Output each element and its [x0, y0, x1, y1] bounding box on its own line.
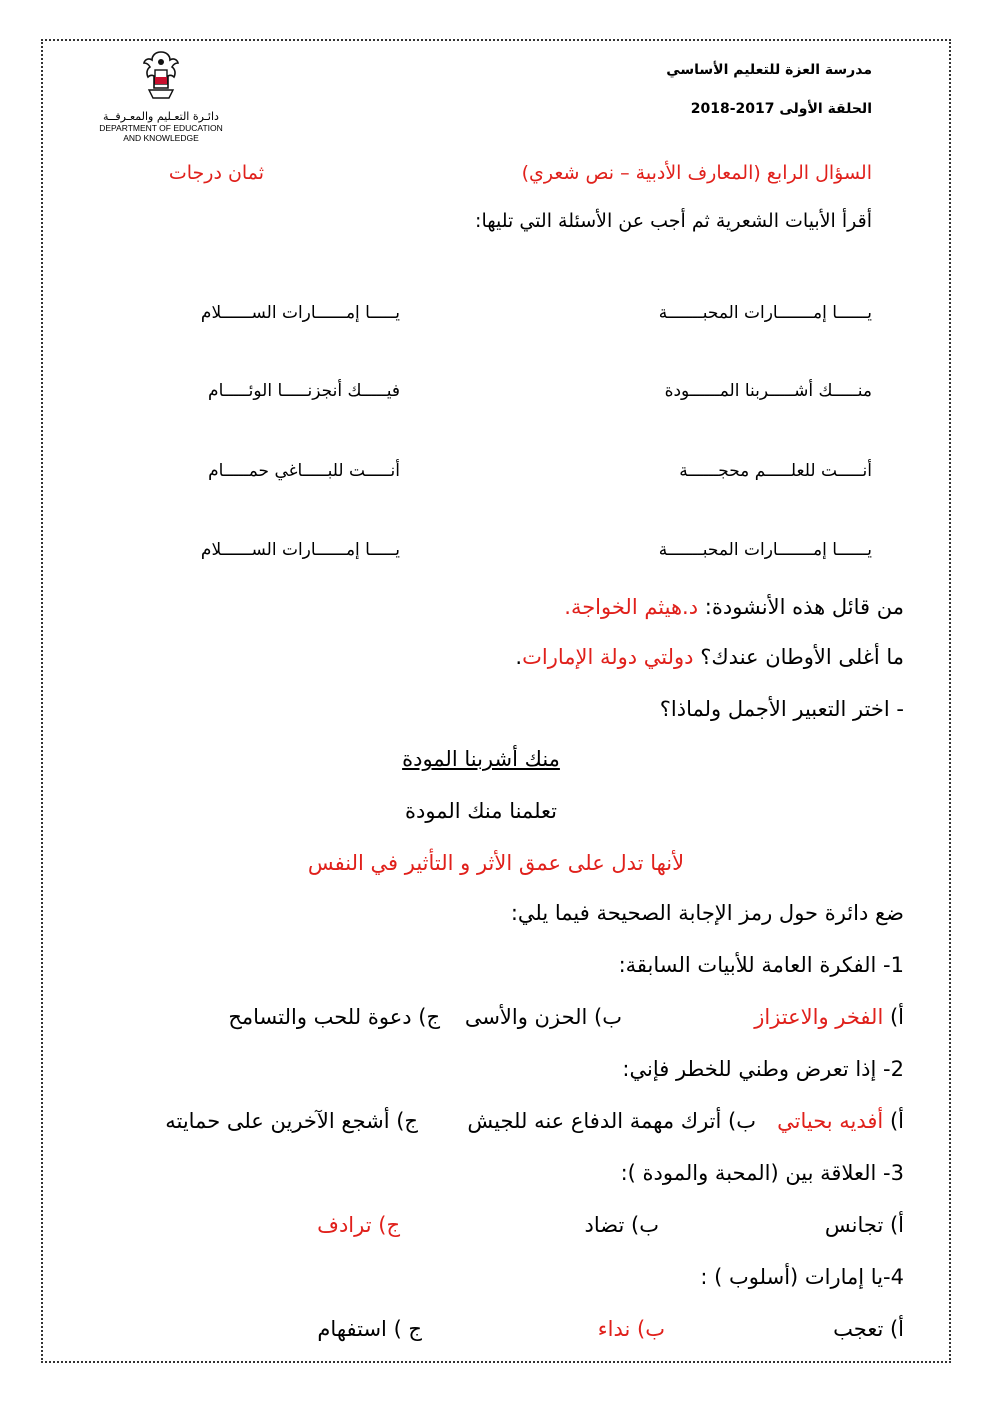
qa-answer-3: لأنها تدل على عمق الأثر و التأثير في النفس [307, 851, 685, 875]
mcq-instruction: ضع دائرة حول رمز الإجابة الصحيحة فيما يلي: [510, 901, 904, 925]
mcq-2-option-c: ج) أشجع الآخرين على حمايته [165, 1109, 418, 1133]
qa-line-2 [515, 645, 904, 669]
mcq-1-option-b: ب) الحزن والأسى [464, 1005, 622, 1029]
qa-answer-1: د.هيثم الخواجة. [564, 595, 699, 619]
school-name: مدرسة العزة للتعليم الأساسي [666, 62, 872, 78]
verse-1-left: يـــــا إمــــــارات الســــــلام [200, 303, 400, 323]
department-logo [86, 48, 236, 143]
logo-english-line1: DEPARTMENT OF EDUCATION [99, 123, 223, 133]
mcq-2-stem: 2- إذا تعرض وطني للخطر فإني: [622, 1057, 904, 1081]
logo-arabic-text: دائـرة التعـليم والمعـرفــة [103, 110, 219, 123]
qa-question-1: من قائل هذه الأنشودة: [704, 595, 904, 619]
mcq-4-option-b: ب) نداء [597, 1317, 665, 1341]
mcq-2-a-prefix: أ) [889, 1109, 904, 1133]
verse-2-right: منـــــك أشـــــربنا المــــــودة [664, 381, 872, 401]
qa-answer-2-period: . [515, 645, 523, 669]
qa-line-1 [564, 595, 904, 619]
qa-question-2: ما أغلى الأوطان عندك؟ [700, 645, 904, 669]
verse-3-right: أنـــــت للعلـــــم محجــــــة [679, 461, 872, 481]
mcq-3-option-b: ب) تضاد [584, 1213, 659, 1237]
verse-2-left: فيـــــك أنجزنـــــا الوئـــــام [208, 381, 400, 401]
mcq-2-option-a [777, 1109, 904, 1133]
mcq-1-option-a [754, 1005, 904, 1029]
mcq-2-option-b: ب) أترك مهمة الدفاع عنه للجيش [467, 1109, 756, 1133]
mcq-4-option-c: ج ) استفهام [317, 1317, 422, 1341]
mcq-1-a-text: الفخر والاعتزاز [754, 1005, 884, 1029]
mcq-4-stem: 4-يا إمارات (أسلوب ) : [700, 1265, 904, 1289]
mcq-3-option-c [317, 1213, 400, 1237]
qa-question-3: - اختر التعبير الأجمل ولماذا؟ [659, 697, 904, 721]
mcq-1-a-prefix: أ) [889, 1005, 904, 1029]
mcq-3-stem: 3- العلاقة بين (المحبة والمودة ): [620, 1161, 904, 1185]
mcq-3-option-a: أ) تجانس [824, 1213, 904, 1237]
question-marks: ثمان درجات [168, 162, 264, 184]
mcq-4-option-a: أ) تعجب [833, 1317, 904, 1341]
mcq-1-stem: 1- الفكرة العامة للأبيات السابقة: [618, 953, 904, 977]
mcq-2-a-text: أفديه بحياتي [777, 1109, 884, 1133]
mcq-3-c-text: ترادف [317, 1213, 372, 1237]
school-cycle: الحلقة الأولى 2017-2018 [690, 101, 872, 117]
question-title: السؤال الرابع (المعارف الأدبية – نص شعري) [521, 162, 872, 184]
qa-answer-2: دولتي دولة الإمارات [522, 645, 694, 669]
falcon-emblem-icon [141, 48, 181, 104]
mcq-3-c-prefix: ج) [378, 1213, 400, 1237]
mcq-1-option-c: ج) دعوة للحب والتسامح [228, 1005, 440, 1029]
question-instruction: أقرأ الأبيات الشعرية ثم أجب عن الأسئلة التي تليها: [475, 210, 872, 232]
expression-option-1: منك أشربنا المودة [402, 747, 560, 771]
verse-4-right: يــــــا إمـــــــارات المحبـــــــة [658, 540, 872, 560]
verse-4-left: يـــــا إمــــــارات الســــــلام [200, 540, 400, 560]
expression-option-2: تعلمنا منك المودة [404, 799, 557, 823]
verse-3-left: أنـــــت للبـــــاغي حمـــــام [208, 461, 400, 481]
verse-1-right: يــــــا إمـــــــارات المحبـــــــة [658, 303, 872, 323]
logo-english-line2: AND KNOWLEDGE [123, 133, 199, 143]
